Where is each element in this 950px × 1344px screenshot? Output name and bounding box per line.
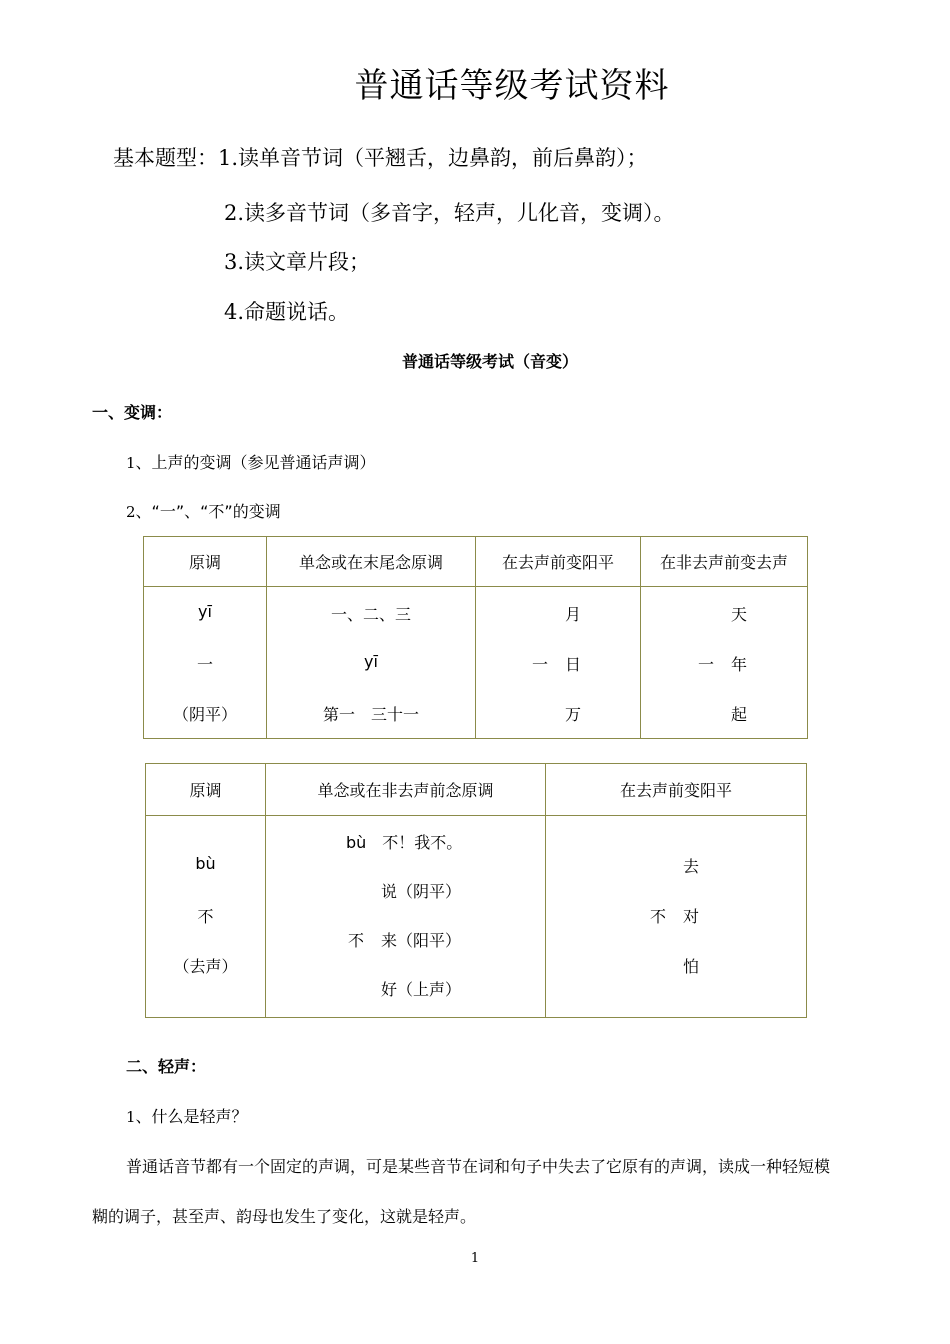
section1-item2: 2、“一”、“不”的变调 (126, 502, 281, 521)
table-cell: 一 天 年 起 (641, 587, 808, 739)
table-header-cell: 在非去声前变去声 (641, 537, 808, 587)
table-cell: bù 不 （去声） (146, 816, 266, 1018)
table-header-cell: 原调 (144, 537, 267, 587)
table-header-cell: 在去声前变阳平 (546, 764, 807, 816)
table-cell: 不 去 对 怕 (546, 816, 807, 1018)
section2-heading: 二、轻声： (126, 1057, 207, 1076)
question-type-2: 2.读多音节词（多音字，轻声，儿化音，变调）。 (224, 201, 675, 225)
question-type-3: 3.读文章片段； (224, 250, 371, 274)
table-cell: 一、二、三 yī 第一 三十一 (267, 587, 476, 739)
question-type-1: 基本题型：1.读单音节词（平翘舌，边鼻韵，前后鼻韵）； (113, 146, 648, 170)
paragraph-line-1: 普通话音节都有一个固定的声调，可是某些音节在词和句子中失去了它原有的声调，读成一种轻短模 (126, 1157, 831, 1176)
table-yi-tone-change (143, 536, 808, 739)
table-header-row (146, 764, 807, 816)
table-cell: 一 月 日 万 (476, 587, 641, 739)
section1-item1: 1、上声的变调（参见普通话声调） (126, 453, 376, 472)
table-header-cell: 原调 (146, 764, 266, 816)
section1-heading: 一、变调： (92, 403, 173, 422)
section-subtitle: 普通话等级考试（音变） (401, 352, 578, 371)
table-cell: yī 一 （阴平） (144, 587, 267, 739)
table-row (146, 816, 807, 1018)
page-title: 普通话等级考试资料 (354, 66, 670, 106)
page-number: 1 (470, 1251, 480, 1266)
table-header-cell: 在去声前变阳平 (476, 537, 641, 587)
table-row (144, 587, 808, 739)
question-types-label: 基本题型： (113, 146, 218, 170)
table-header-cell: 单念或在非去声前念原调 (266, 764, 546, 816)
question-type-4: 4.命题说话。 (224, 300, 350, 324)
table-header-row (144, 537, 808, 587)
paragraph-line-2: 糊的调子，甚至声、韵母也发生了变化，这就是轻声。 (92, 1207, 477, 1226)
table-bu-tone-change (145, 763, 807, 1018)
section2-item1: 1、什么是轻声？ (126, 1107, 248, 1126)
table-cell: bù 不！我不。 不 说（阴平） 来（阳平） 好（上声） (266, 816, 546, 1018)
table-header-cell: 单念或在末尾念原调 (267, 537, 476, 587)
